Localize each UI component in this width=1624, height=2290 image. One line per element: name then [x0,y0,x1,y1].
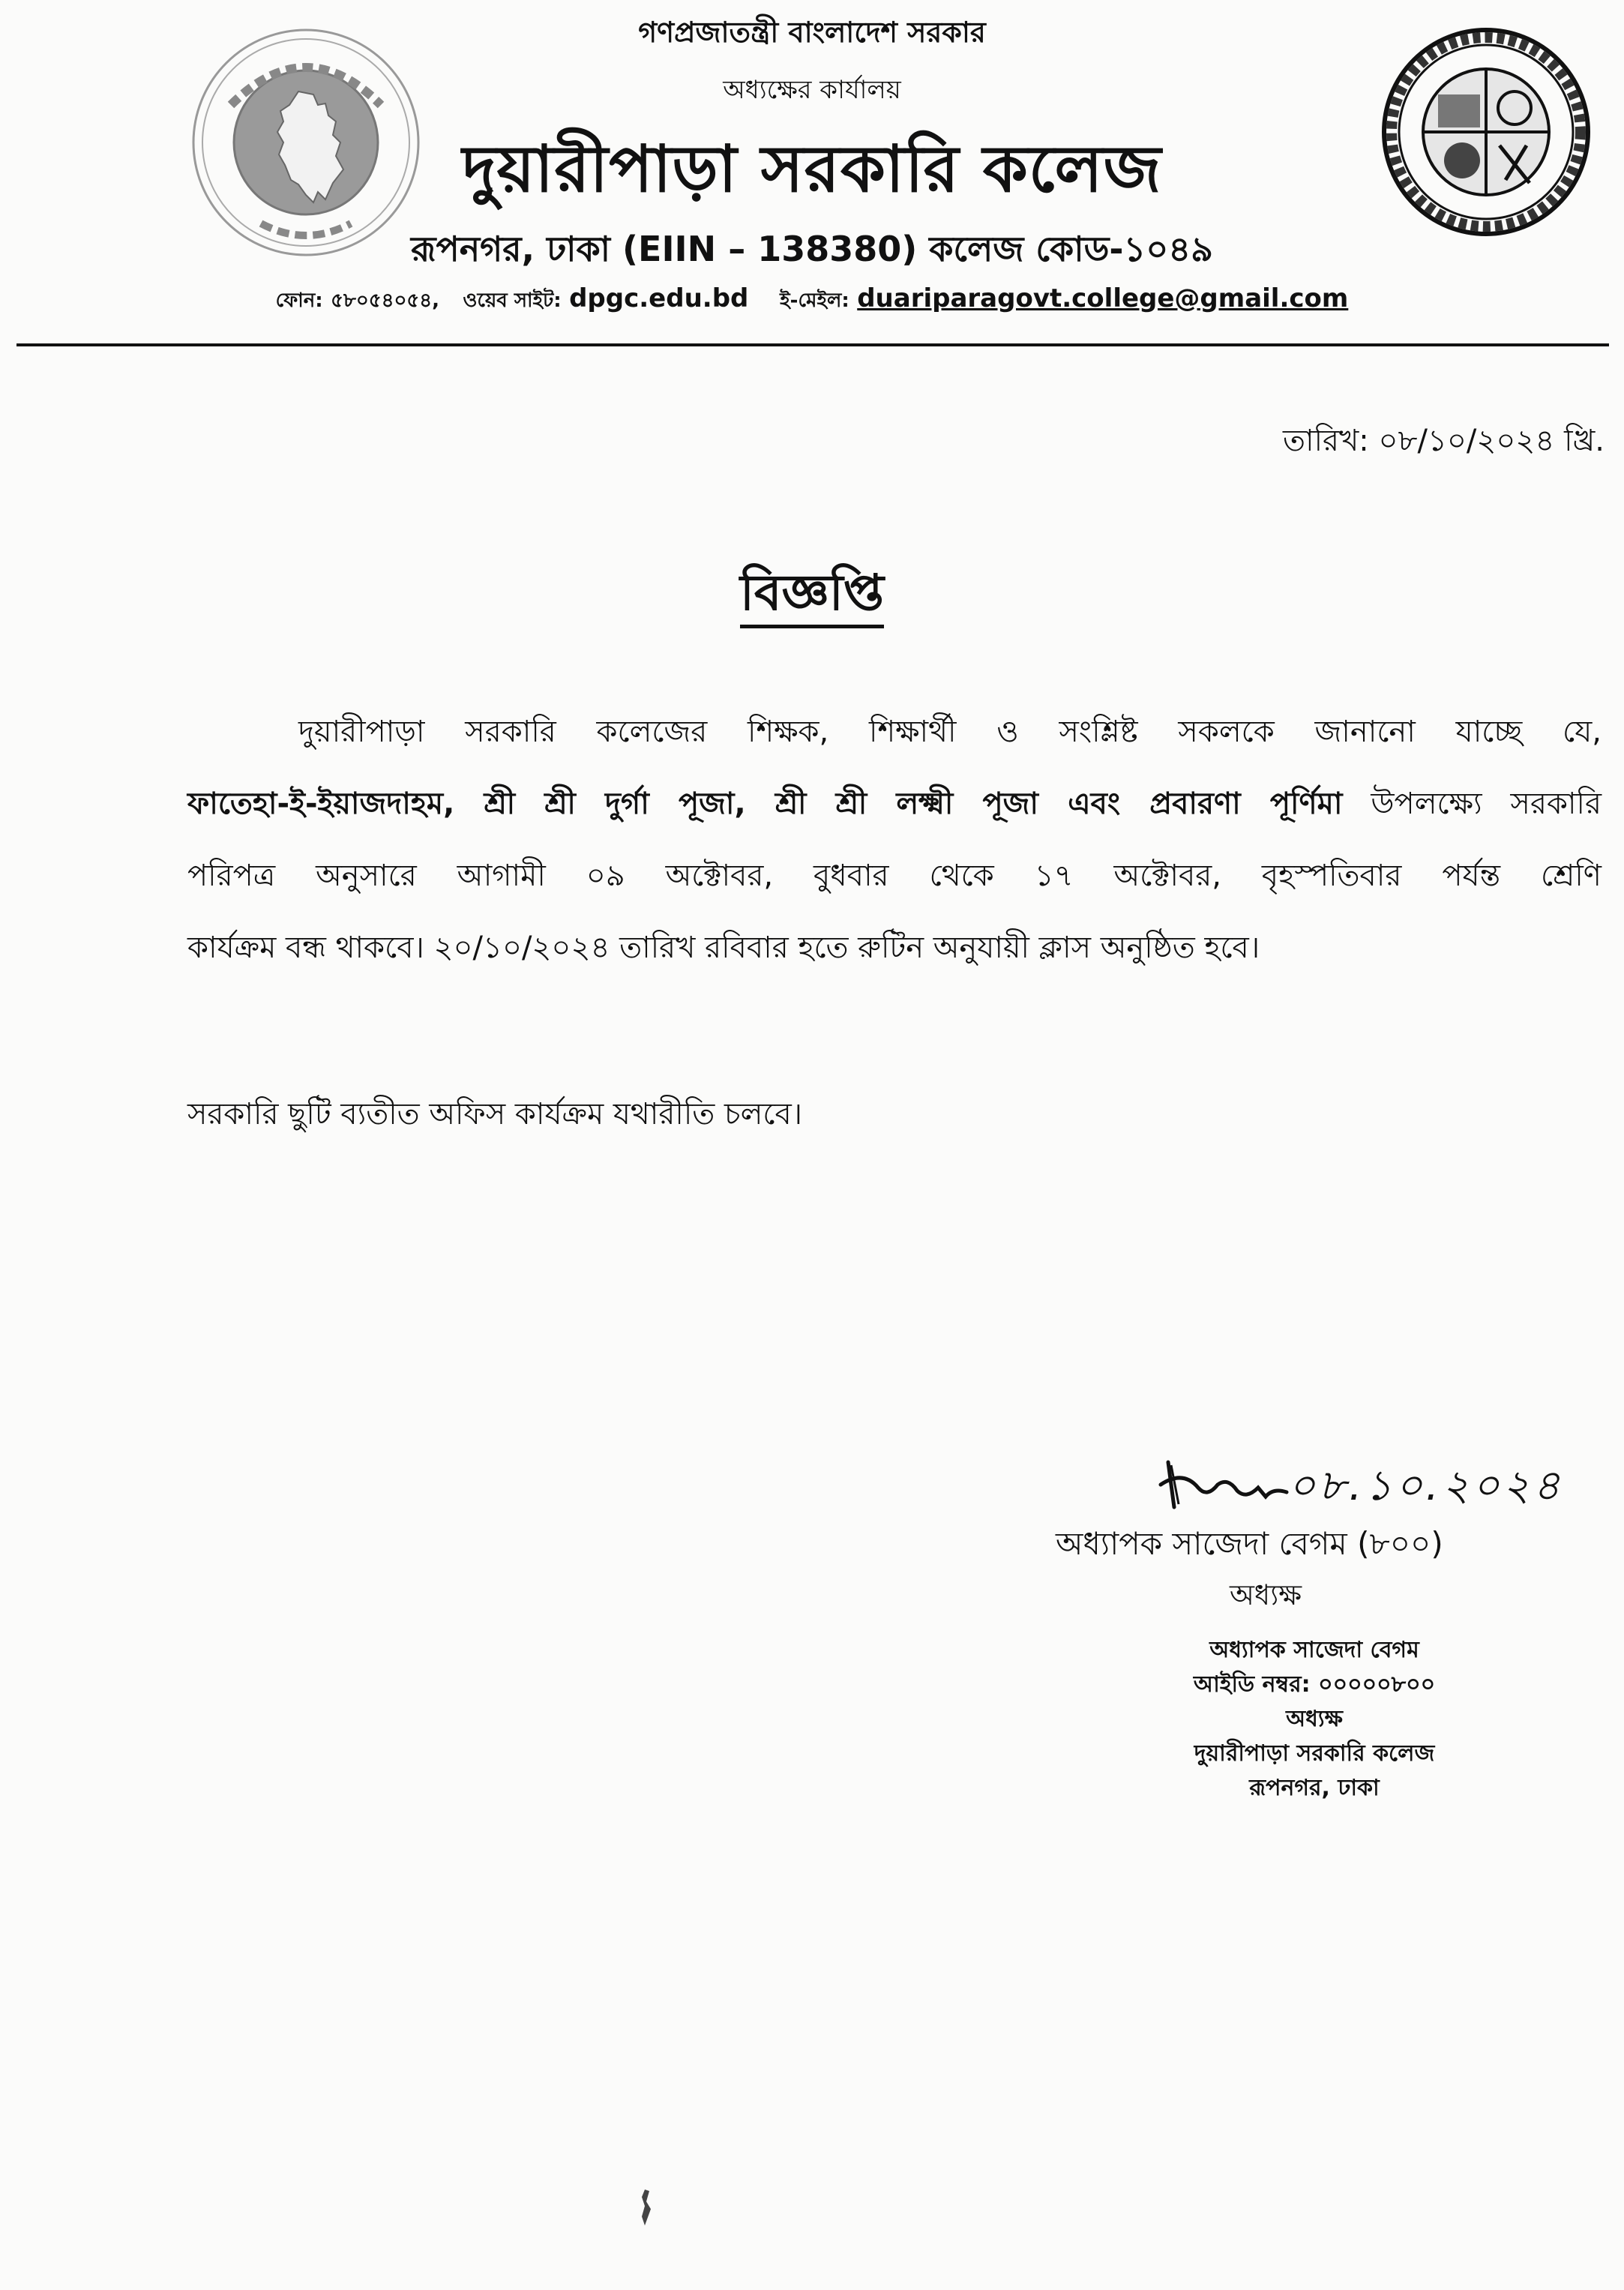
stamp-location: রূপনগর, ঢাকা [1249,1775,1380,1801]
email-link[interactable]: duariparagovt.college@gmail.com [857,283,1349,313]
signatory-designation: অধ্যক্ষ [1230,1578,1302,1611]
official-stamp [1146,1633,1483,1806]
notice-line-2 [187,768,1602,840]
festival-names: ফাতেহা-ই-ইয়াজদাহম, শ্রী শ্রী দুর্গা পূজা, শ্রী শ্রী লক্ষ্মী পূজা এবং প্রবারণা পূর্ণিমা [187,787,1343,821]
office-line: অধ্যক্ষের কার্যালয় [723,75,901,105]
notice-body [187,696,1602,984]
notice-line-1: দুয়ারীপাড়া সরকারি কলেজের শিক্ষক, শিক্ষার্থী ও সংশ্লিষ্ট সকলকে জানানো যাচ্ছে যে, [298,715,1602,749]
phone-number: ৫৮০৫৪০৫৪, [331,289,440,312]
stamp-designation: অধ্যক্ষ [1286,1706,1343,1732]
notice-date: তারিখ: ০৮/১০/২০২৪ খ্রি. [1282,424,1605,458]
notice-title [0,555,1624,637]
stamp-id: আইডি নম্বর: ০০০০০৮০০ [1193,1671,1436,1698]
notice-line-2-rest: উপলক্ষ্যে সরকারি [1342,787,1602,821]
handwritten-date: ০৮.১০.২০২৪ [1288,1461,1563,1510]
email-label: ই-মেইল: [780,289,849,312]
signatory-name: অধ্যাপক সাজেদা বেগম (৮০০) [1056,1525,1443,1562]
scan-speck [639,2187,654,2229]
college-address: রূপনগর, ঢাকা (EIIN – 138380) কলেজ কোড-১০৪৯ [410,229,1213,269]
website-label: ওয়েব সাইট: [463,289,562,312]
office-note: সরকারি ছুটি ব্যতীত অফিস কার্যক্রম যথারীতি চলবে। [187,1097,803,1132]
contact-line [0,283,1624,318]
phone-label: ফোন: [275,289,323,312]
notice-line-3: পরিপত্র অনুসারে আগামী ০৯ অক্টোবর, বুধবার থেকে ১৭ অক্টোবর, বৃহস্পতিবার পর্যন্ত শ্রেণি [187,859,1602,893]
header-divider [16,343,1609,346]
college-name: দুয়ারীপাড়া সরকারি কলেজ [462,132,1162,207]
stamp-name: অধ্যাপক সাজেদা বেগম [1209,1637,1419,1663]
stamp-college: দুয়ারীপাড়া সরকারি কলেজ [1194,1740,1435,1767]
notice-title-text: বিজ্ঞপ্তি [740,564,884,628]
government-line: গণপ্রজাতন্ত্রী বাংলাদেশ সরকার [638,16,986,49]
notice-line-4: কার্যক্রম বন্ধ থাকবে। ২০/১০/২০২৪ তারিখ রবিবার হতে রুটিন অনুযায়ী ক্লাস অনুষ্ঠিত হবে। [187,931,1260,965]
signature-icon [1153,1455,1303,1530]
website-link[interactable]: dpgc.edu.bd [569,283,749,313]
